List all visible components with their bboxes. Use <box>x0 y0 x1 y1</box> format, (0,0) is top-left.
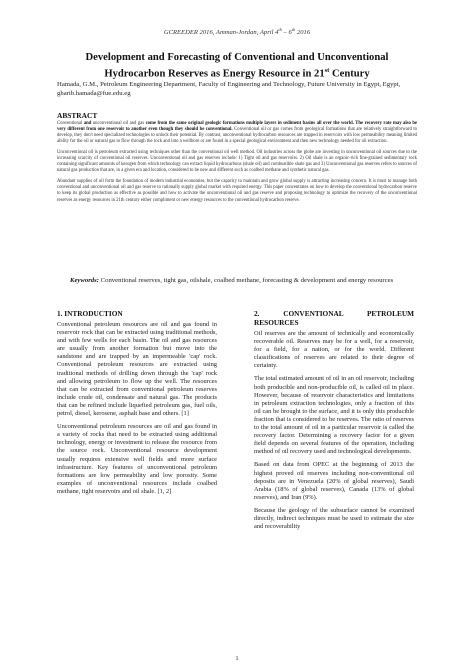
section-heading-introduction: 1. INTRODUCTION <box>57 309 123 318</box>
date-range: – 6 <box>281 29 292 37</box>
right-column <box>254 309 414 536</box>
author-affiliation: Hamada, G.M., Petroleum Engineering Department, Faculty of Engineering and Technology, Future University in Egypt, Egypt, gharib.hamada@fue.edu.eg <box>57 81 401 97</box>
running-header <box>0 27 474 36</box>
body-paragraph: Based on data from OPEC at the beginning of 2013 the highest proved oil reserves including non-conventional oil deposits are in Venezuela (20% of global reserves), Saudi Arabia (18% of global reserves), Canada (13% of global reserves), and Iran (9%). <box>254 461 414 501</box>
ordinal-suffix: th <box>291 27 296 32</box>
abstract-section <box>57 111 417 209</box>
abstract-text: Conventional <box>57 121 84 126</box>
left-column <box>57 309 217 501</box>
abstract-paragraph: Unconventional oil is petroleum extracted using techniques other than the conventional oil well method. Oil industries across the globe are investing in unconventional oil sources due to the increasing scarcity of conventional oil reserves. Unconventional oil and gas reserves include: 1) Tight oil and gas reservoirs. 2) Oil shale is an organic-rich fine-grained sedimentary rock containing significant amounts of kerogen from which technology can extract liquid hydrocarbons (shale oil) and combustible shale gas and 3) Unconventional gas reserves refers to sources of natural gas production that are, in a given era and location, considered to be new and different such as coalbed methane and synthetic natural gas. <box>57 150 417 174</box>
abstract-paragraph <box>57 121 417 145</box>
keywords <box>70 276 418 285</box>
abstract-bold-text: come from the same original geologic formations multiple layers in sediment basins all over the world. The recovery rate may also be very different from one reservoir to another even though they should be conventional. <box>57 121 418 133</box>
conference-name: GCREEDER 2016, Amman-Jordan, April 4 <box>163 29 279 37</box>
ordinal-suffix: th <box>278 27 282 32</box>
abstract-bold-text: and <box>83 121 92 126</box>
paper-title <box>58 52 416 81</box>
body-paragraph: The total estimated amount of oil in an oil reservoir, including both producible and non-producible oil, is called oil in place. However, because of reservoir characteristics and limitations in petroleum extraction technologies, only a fraction of this oil can be brought to the surface, and it is only this producible fraction that is considered to be reserves. The ratio of reserves to the total amount of oil in a particular reservoir is called the recovery factor. Determining a recovery factor for a given field depends on several features of the operation, including method of oil recovery used and technological developments. <box>254 375 414 456</box>
title-tail: Century <box>329 68 370 80</box>
title-superscript: st <box>324 66 330 74</box>
body-paragraph: Conventional petroleum resources are oil and gas found in reservoir rock that can be extracted using traditional methods, and with few wells for each basin. The oil and gas resources are usually from another formation but move into the sandstone and are trapped by an impermeable 'cap' rock. Conventional petroleum resources are extracted using traditional methods of drilling down through the 'cap' rock and allowing petroleum to flow up the well. The resources that can be extracted from conventional petroleum reserves include crude oil, condensate and natural gas. The products that can be refined include liquefied petroleum gas, fuel oils, petrol, diesel, kerosene, asphalt base and others. [1] <box>57 321 217 418</box>
body-paragraph: Oil reserves are the amount of technically and economically recoverable oil. Reserves may be for a well, for a reservoir, for a field, for a nation, or for the world. Different classifications of reserves are related to their degree of certainty. <box>254 330 414 370</box>
body-paragraph: Unconventional petroleum resources are oil and gas found in a variety of rocks that need to be extracted using additional technology, energy or investment to release the resource from the source rock. Unconventional resource development usually requires extensive well fields and more surface infrastructure. Key features of unconventional petroleum formations are low permeability and low porosity. Some examples of unconventional resources include coalbed methane, tight reservoirs and oil shale. [1, 2] <box>57 423 217 495</box>
conference-year: 2016 <box>295 29 311 37</box>
abstract-heading: ABSTRACT <box>57 111 98 120</box>
abstract-text: Conventional oil or gas comes from geological formations that are relatively straightforward to develop, they don't need specialized technologies to unlock their potential. By contrast, unconventional hydrocarbon resources are trapped in reservoirs with low permeability meaning limited ability for the oil or natural gas to flow through the rock and into a wellbore or are found in a special geological environment and then new technology needed for oil extraction. <box>57 127 417 145</box>
abstract-paragraph: Abundant supplies of oil form the foundation of modern industrial economies, but the capacity to maintain and grow global supply is attracting increasing concern. It is must to manage both conventional and unconventional oil and gas reserve to rationally supply global market with required energy. This paper concentrates on how to develop the conventional hydrocarbon reserve to keep its global production as effective as possible and how to activate the unconventional oil and gas reserve and proposing technology to optimize the recovery of the unconventional reserves as energy resources in 21th century either compliment or new energy resources to the conventional hydrocarbon reserve. <box>57 179 417 203</box>
abstract-text: unconventional oil and gas <box>91 121 146 126</box>
body-paragraph: Because the geology of the subsurface cannot be examined directly, indirect techniques must be used to estimate the size and recoverability <box>254 506 414 531</box>
page-number: 1 <box>235 655 239 662</box>
keywords-text: Conventional reserves, tight gas, oilshale, coalbed methane, forecasting & development and energy resources <box>98 277 394 284</box>
title-text: Development and Forecasting of Conventional and Unconventional Hydrocarbon Reserves as Energy Resource in 21 <box>85 52 389 80</box>
section-heading-conventional-resources: 2. CONVENTIONAL PETROLEUM RESOURCES <box>254 309 414 327</box>
keywords-label: Keywords: <box>70 277 99 284</box>
